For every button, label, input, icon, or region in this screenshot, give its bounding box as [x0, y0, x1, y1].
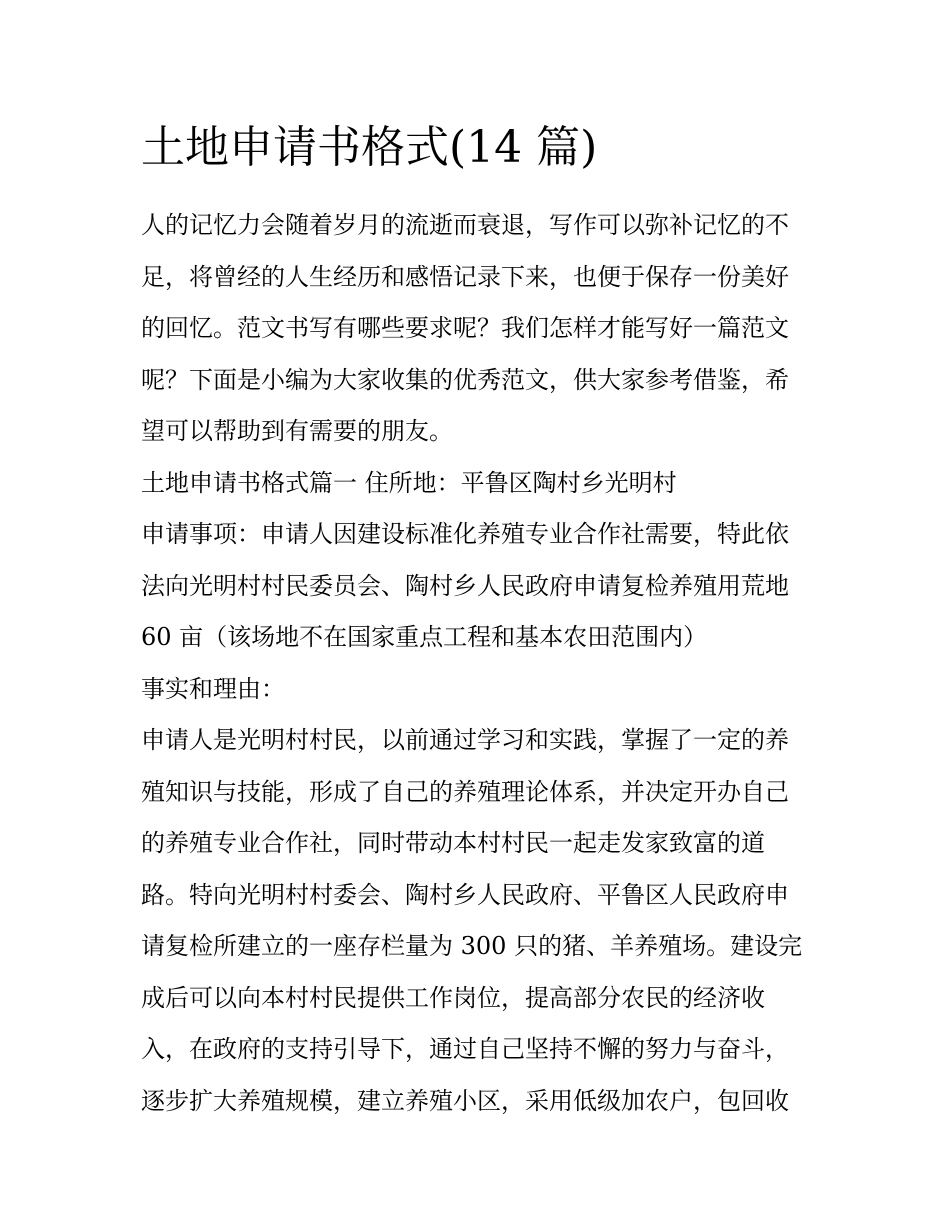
- text-line: 逐步扩大养殖规模，建立养殖小区，采用低级加农户，包回收: [141, 1086, 789, 1115]
- text-line: 事实和理由：: [141, 674, 285, 703]
- document-title: 土地申请书格式(14 篇): [141, 122, 598, 173]
- text-line: 路。特向光明村村委会、陶村乡人民政府、平鲁区人民政府申: [141, 880, 789, 909]
- text-line: 的养殖专业合作社，同时带动本村村民一起走发家致富的道: [141, 829, 765, 857]
- text-line: 60 亩（该场地不在国家重点工程和基本农田范围内）: [141, 623, 708, 651]
- text-line: 申请人是光明村村民，以前通过学习和实践，掌握了一定的养: [141, 726, 789, 754]
- text-line: 法向光明村村民委员会、陶村乡人民政府申请复检养殖用荒地: [141, 571, 789, 600]
- text-line: 成后可以向本村村民提供工作岗位，提高部分农民的经济收: [141, 983, 765, 1012]
- text-line: 土地申请书格式篇一 住所地：平鲁区陶村乡光明村: [141, 468, 677, 497]
- text-line: 的回忆。范文书写有哪些要求呢？我们怎样才能写好一篇范文: [141, 314, 789, 342]
- text-line: 殖知识与技能，形成了自己的养殖理论体系，并决定开办自己: [141, 777, 789, 806]
- text-line: 呢？下面是小编为大家收集的优秀范文，供大家参考借鉴，希: [141, 365, 789, 394]
- document-body: [141, 200, 813, 1127]
- text-line: 请复检所建立的一座存栏量为 300 只的猪、羊养殖场。建设完: [141, 932, 803, 960]
- text-line: 人的记忆力会随着岁月的流逝而衰退，写作可以弥补记忆的不: [141, 211, 789, 239]
- text-line: 申请事项：申请人因建设标准化养殖专业合作社需要，特此依: [141, 520, 789, 548]
- text-line: 入，在政府的支持引导下，通过自己坚持不懈的努力与奋斗，: [141, 1035, 789, 1063]
- text-line: 足，将曾经的人生经历和感悟记录下来，也便于保存一份美好: [141, 262, 789, 291]
- text-line: 望可以帮助到有需要的朋友。: [141, 417, 453, 445]
